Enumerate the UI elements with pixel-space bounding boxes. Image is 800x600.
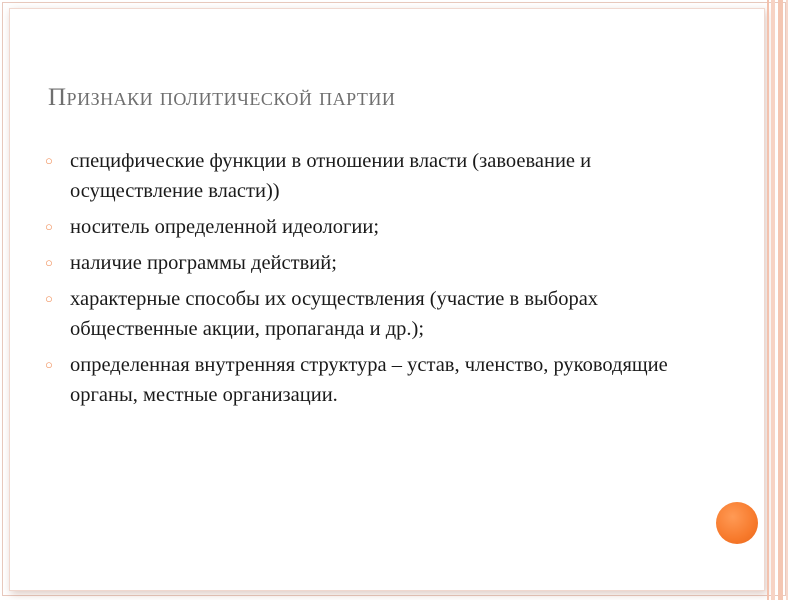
decorative-stripe — [771, 0, 775, 600]
circle-bullet-icon: ○ — [45, 291, 53, 306]
decorative-stripe — [778, 0, 783, 600]
list-item — [44, 248, 684, 278]
list-item — [44, 146, 684, 206]
list-item-text: носитель определенной идеологии; — [70, 216, 380, 238]
list-item-text: характерные способы их осуществления (участие в выборах общественные акции, пропаганда и др.); — [70, 288, 599, 340]
circle-bullet-icon: ○ — [45, 219, 53, 234]
list-item-text: специфические функции в отношении власти (завоевание и осуществление власти)) — [70, 150, 592, 202]
circle-bullet-icon: ○ — [45, 357, 53, 372]
bullet-list — [44, 146, 684, 416]
decorative-stripe — [767, 0, 769, 600]
list-item — [44, 284, 684, 344]
list-item-text: определенная внутренняя структура – устав, членство, руководящие органы, местные организации. — [70, 354, 668, 406]
list-item-text: наличие программы действий; — [70, 252, 337, 274]
decorative-circle-icon — [716, 502, 758, 544]
list-item — [44, 350, 684, 410]
circle-bullet-icon: ○ — [45, 255, 53, 270]
slide-title: Признаки политической партии — [48, 84, 396, 111]
circle-bullet-icon: ○ — [45, 153, 53, 168]
list-item — [44, 212, 684, 242]
decorative-stripe — [786, 0, 788, 600]
